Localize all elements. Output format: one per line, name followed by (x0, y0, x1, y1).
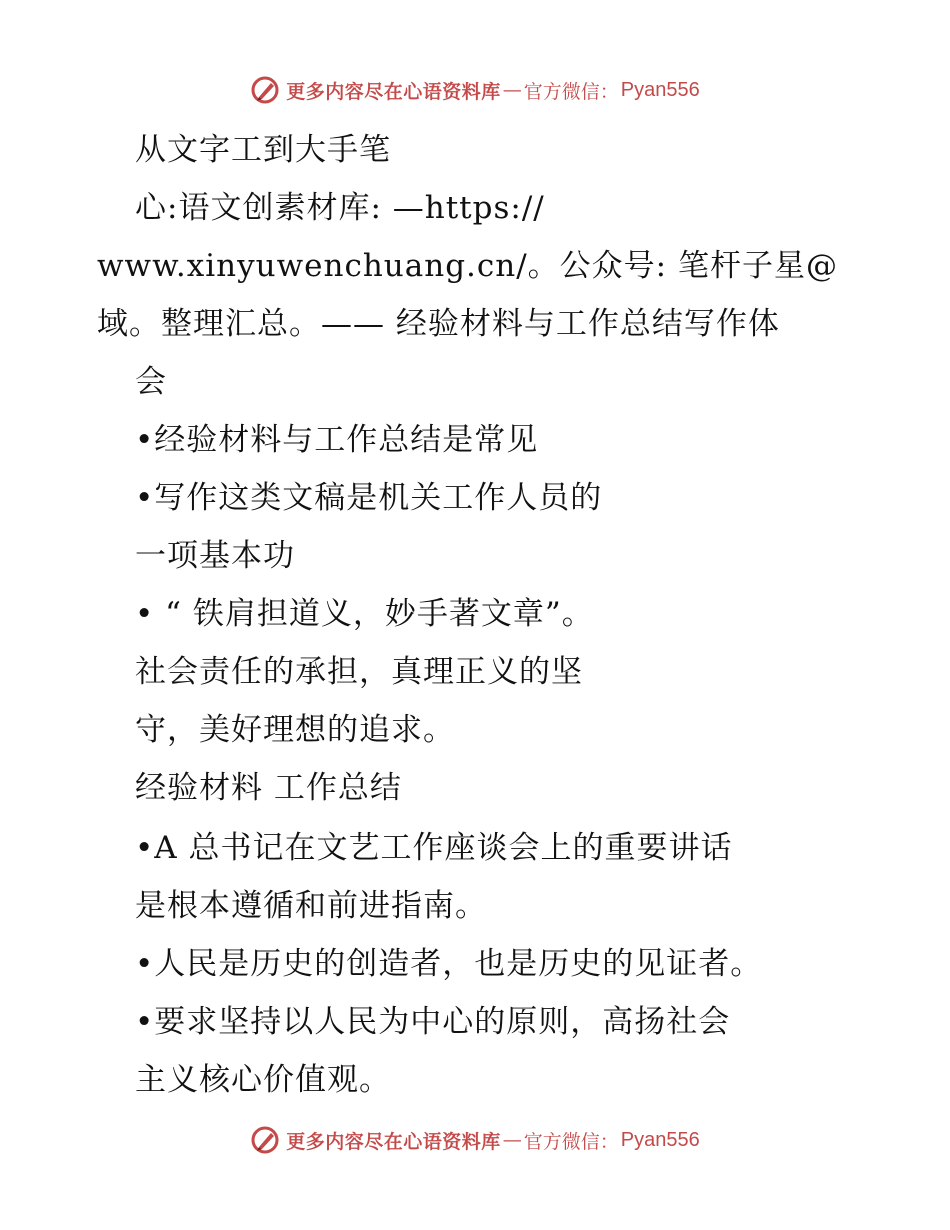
body-line: 是根本遵循和前进指南。 (135, 888, 487, 924)
body-line: •A 总书记在文艺工作座谈会上的重要讲话 (135, 830, 733, 866)
body-line: 经验材料 工作总结 (135, 770, 402, 806)
banner-dash: — (502, 1129, 522, 1151)
banner-wechat-id: Pyan556 (620, 1128, 700, 1151)
body-line: •要求坚持以人民为中心的原则，高扬社会 (135, 1004, 731, 1040)
body-line: 从文字工到大手笔 (135, 132, 391, 168)
body-line: 社会责任的承担，真理正义的坚 (135, 654, 583, 690)
banner-official: 官方微信： (523, 80, 619, 103)
body-line: 一项基本功 (135, 538, 295, 574)
pen-logo-icon (250, 1125, 280, 1155)
footer-banner (0, 1120, 950, 1160)
body-line: •人民是历史的创造者，也是历史的见证者。 (135, 946, 763, 982)
body-line: 守，美好理想的追求。 (135, 712, 455, 748)
banner-text: 更多内容尽在心语资料库 (286, 1130, 501, 1153)
body-line: 会 (135, 364, 167, 400)
body-line: • “ 铁肩担道义，妙手著文章”。 (135, 596, 594, 632)
pen-logo-icon (250, 75, 280, 105)
body-line: 主义核心价值观。 (135, 1062, 391, 1098)
banner-official: 官方微信： (523, 1130, 619, 1153)
body-line: •写作这类文稿是机关工作人员的 (135, 480, 603, 516)
banner-dash: — (502, 79, 522, 101)
body-line: 心:语文创素材库: —https:// (135, 190, 545, 226)
body-line: •经验材料与工作总结是常见 (135, 422, 539, 458)
banner-text: 更多内容尽在心语资料库 (286, 80, 501, 103)
header-banner (0, 70, 950, 110)
banner-wechat-id: Pyan556 (620, 78, 700, 101)
body-line: 域。整理汇总。—— 经验材料与工作总结写作体 (97, 306, 780, 342)
body-line: www.xinyuwenchuang.cn/。公众号: 笔杆子星@ (97, 248, 838, 284)
